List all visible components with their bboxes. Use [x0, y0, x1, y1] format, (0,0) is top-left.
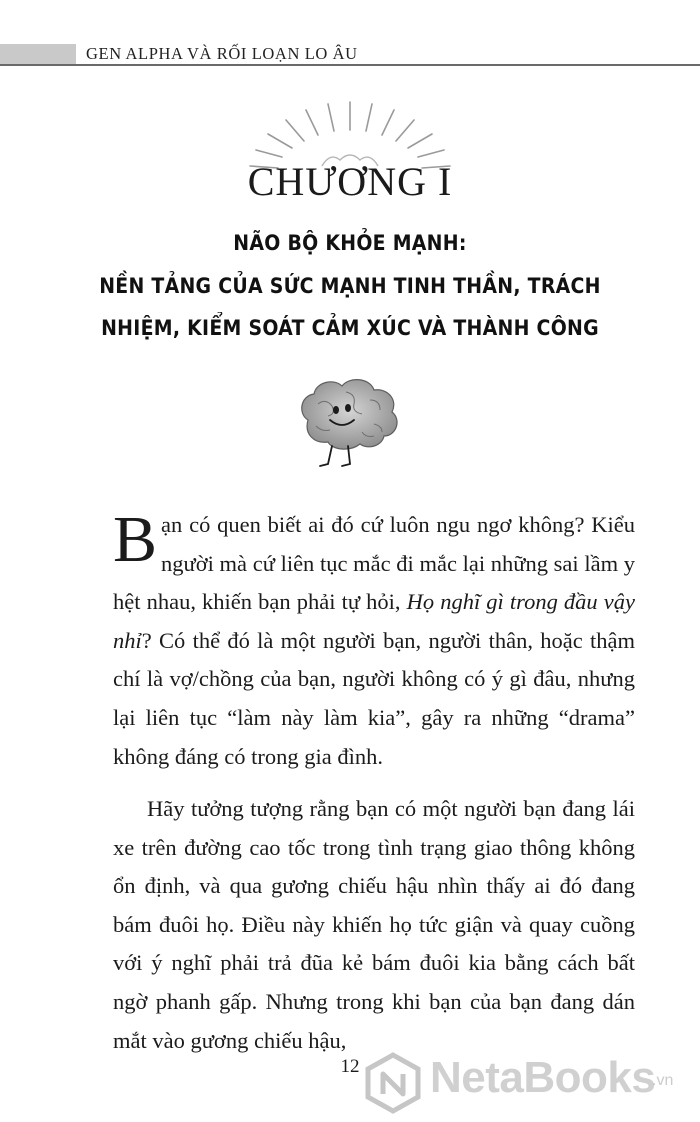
- chapter-title-line-1: NÃO BỘ KHỎE MẠNH:: [233, 231, 467, 255]
- paragraph-1: [113, 503, 635, 776]
- paragraph-1-text-b: ? Có thể đó là một người bạn, người thân, hoặc thậm chí là vợ/chồng của bạn, người không có ý gì đâu, nhưng lại liên tục “làm này làm kia”, gây ra những “drama” không đáng có trong gia đình.: [113, 627, 635, 769]
- paragraph-1-italic: Họ nghĩ gì trong đầu vậy nhỉ: [113, 589, 635, 653]
- running-header: GEN ALPHA VÀ RỐI LOẠN LO ÂU: [86, 44, 358, 63]
- paragraph-2: Hãy tưởng tượng rằng bạn có một người bạn đang lái xe trên đường cao tốc trong tình trạng giao thông không ổn định, và qua gương chiếu hậu nhìn thấy ai đó đang bám đuôi họ. Điều này khiến họ tức giận và quay cuồng với ý nghĩ phải trả đũa kẻ bám đuôi kia bằng cách bất ngờ phanh gấp. Nhưng trong khi bạn của bạn đang dán mắt vào gương chiếu hậu,: [113, 796, 635, 1053]
- chapter-title-line-2: NỀN TẢNG CỦA SỨC MẠNH TINH THẦN, TRÁCH: [99, 274, 601, 298]
- netabooks-logo-icon: [364, 1052, 422, 1114]
- header-rule: [0, 64, 700, 66]
- header-bar: [0, 44, 76, 64]
- paragraph-1-text-a: ạn có quen biết ai đó cứ luôn ngu ngơ không? Kiểu người mà cứ liên tục mắc đi mắc lại những sai lầm y hệt nhau, khiến bạn phải tự hỏi,: [113, 512, 635, 615]
- page-number: 12: [340, 1056, 360, 1077]
- smiling-brain-icon: [290, 374, 410, 474]
- watermark-brand: NetaBooks: [430, 1053, 656, 1102]
- chapter-label: CHƯƠNG I: [247, 159, 453, 204]
- drop-cap: B: [113, 503, 158, 576]
- watermark-suffix: .vn: [652, 1072, 674, 1089]
- chapter-title-line-3: NHIỆM, KIỂM SOÁT CẢM XÚC VÀ THÀNH CÔNG: [101, 316, 599, 340]
